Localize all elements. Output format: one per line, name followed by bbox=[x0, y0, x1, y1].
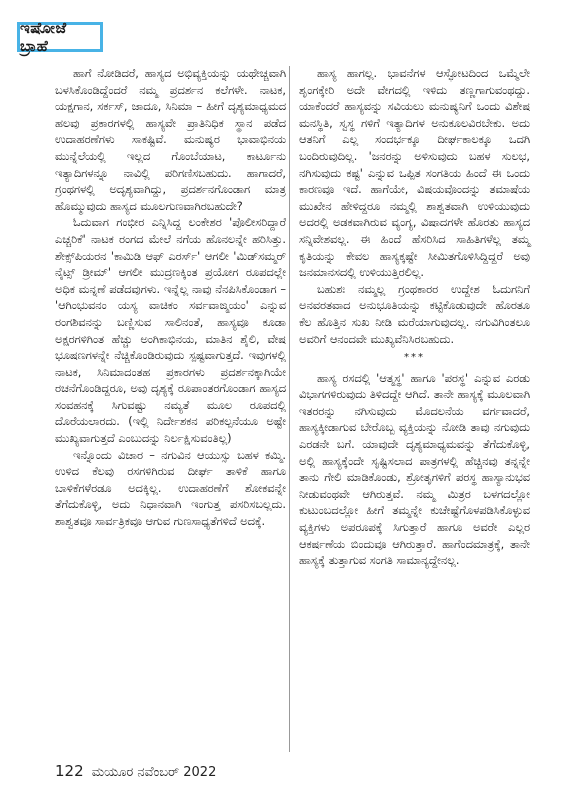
page-number: 122 bbox=[55, 762, 84, 780]
paragraph: ಬಹುಶಃ ನಮ್ಮಲ್ಲ ಗ್ರಂಥಕಾರರ ಉದ್ದೇಶ ಓದುಗನಿಗೆ ಅನವರತವಾದ ಅನುಭೂತಿಯನ್ನು ಕಟ್ಟಿಕೊಡುವುದೇ ಹೊರತೂ ಕೆಲ ಹೊತ್ತಿನ ಸುಖ ನೀಡಿ ಮರೆಯಾಗುವುದಲ್ಲ. ನಗುವಿಗಿಂತಲೂ ಅವರಿಗೆ ಆನಂದವೇ ಮುಖ್ಯವೆನಿಸಿರಬಹುದು. bbox=[299, 282, 530, 346]
column-divider bbox=[289, 66, 290, 752]
paragraph: ಓದುವಾಗ ಗಂಭೀರ ಎನ್ನಿಸಿದ್ದ ಲಂಕೇಶರ 'ಪೊಲೀಸರಿದ್ದಾರೆ ಎಚ್ಚರಿಕೆ' ನಾಟಕ ರಂಗದ ಮೇಲೆ ನಗೆಯ ಹೊನಲನ್ನೇ ಹರಿಸಿತ್ತು. ಶೇಕ್ಸ್‌ಪಿಯರನ 'ಕಾಮಿಡಿ ಆಫ್ ಎರರ್ಸ್' ಆಗಲೀ 'ಮಿಡ್‌ಸಮ್ಮರ್ ನೈಟ್ಸ್ ಡ್ರೀಮ್' ಆಗಲೀ ಮುದ್ರಣಕ್ಕಿಂತ ಪ್ರಯೋಗ ರೂಪದಲ್ಲೇ ಅಧಿಕ ಮನ್ನಣೆ ಪಡೆದವುಗಳು. ಇನ್ನೆಲ್ಲ ನಾವು ನೆನಪಿಸಿಕೊಂಡಾಗ – 'ಆಗಿಂಭುವನಂ ಯಸ್ಯ ವಾಚಿಕಂ ಸರ್ವವಾಙ್ಮಯಂ' ಎನ್ನುವ ರಂಗಶಿವನನ್ನು ಬಣ್ಣಿಸುವ ಸಾಲಿನಂತೆ, ಹಾಸ್ಯವೂ ಕೂಡಾ ಅಕ್ಷರಗಳಿಗಿಂತ ಹೆಚ್ಚು ಅಂಗಿಕಾಭಿನಯ, ಮಾತಿನ ಶೈಲಿ, ವೇಷ ಭೂಷಣಗಳನ್ನೇ ನೆಚ್ಚಿಕೊಂಡಿರುವುದು ಸ್ಪಷ್ಟವಾಗುತ್ತದೆ. ಇವುಗಳಲ್ಲಿ ನಾಟಕ, ಸಿನಿಮಾದಂತಹ ಪ್ರಕಾರಗಳು ಪ್ರದರ್ಶನಕ್ಕಾಗಿಯೇ ರಚನೆಗೊಂಡಿದ್ದರೂ, ಅವು ದೃಶ್ಯಕ್ಕೆ ರೂಪಾಂತರಗೊಂಡಾಗ ಹಾಸ್ಯದ ಸಂವಹನಕ್ಕೆ ಸಿಗುವಷ್ಟು ನಮ್ಯತೆ ಮೂಲ ರೂಪದಲ್ಲಿ ದೊರೆಯಲಾರದು. (ಇಲ್ಲಿ ನಿರ್ದೇಶಕನ ಪರಿಕಲ್ಪನೆಯೂ ಅಷ್ಟೇ ಮುಖ್ಯವಾಗುತ್ತದೆ ಎಂಬುದನ್ನು ನಿರ್ಲಕ್ಷಿಸುವಂತಿಲ್ಲ) bbox=[55, 216, 286, 446]
issue-date: ನವೆಂಬರ್ 2022 bbox=[137, 765, 217, 780]
section-break: *** bbox=[404, 352, 425, 364]
paragraph: ಇನ್ನೊಂದು ವಿಚಾರ – ನಗುವಿನ ಆಯುಸ್ಸು ಬಹಳ ಕಮ್ಮಿ. ಉಳಿದ ಕೆಲವು ರಸಗಳಿಗಿರುವ ದೀರ್ಘ ತಾಳಿಕೆ ಹಾಗೂ ಬಾಳಿಕೆಗಳೆರಡೂ ಅದಕ್ಕಿಲ್ಲ. ಉದಾಹರಣೆಗೆ ಶೋಕವನ್ನೇ ತೆಗೆದುಕೊಳ್ಳಿ, ಅದು ನಿಧಾನವಾಗಿ ಇಂಗುತ್ತ ಪಸರಿಸಬಲ್ಲದು. ಶಾಶ್ವತವೂ ಸಾರ್ವತ್ರಿಕವೂ ಆಗುವ ಗುಣಸಾಧ್ಯತೆಗಳಿದೆ ಅದಕ್ಕೆ. bbox=[55, 448, 286, 529]
paragraph: ಹಾಸ್ಯ ರಸದಲ್ಲಿ 'ಆತ್ಮಸ್ಥ' ಹಾಗೂ 'ಪರಸ್ಥ' ಎನ್ನುವ ಎರಡು ವಿಭಾಗಗಳಿರುವುದು ತಿಳಿದದ್ದೇ ಆಗಿದೆ. ತಾನೇ ಹಾಸ್ಯಕ್ಕೆ ಮೂಲವಾಗಿ ಇತರರನ್ನು ನಗಿಸುವುದು ಮೊದಲನೆಯ ವರ್ಗವಾದರೆ, ಹಾಸ್ಯಕ್ಕೀಡಾಗುವ ಬೇರೊಬ್ಬ ವ್ಯಕ್ತಿಯನ್ನು ನೋಡಿ ತಾವು ನಗುವುದು ಎರಡನೇ ಬಗೆ. ಯಾವುದೇ ದೃಶ್ಯಮಾಧ್ಯಮವನ್ನು ತೆಗೆದುಕೊಳ್ಳಿ, ಅಲ್ಲಿ ಹಾಸ್ಯಕ್ಕೆಂದೇ ಸೃಷ್ಟಿಸಲಾದ ಪಾತ್ರಗಳಲ್ಲಿ ಹೆಚ್ಚಿನವು ತನ್ನನ್ನೇ ತಾನು ಗೇಲಿ ಮಾಡಿಕೊಂಡು, ಶ್ರೋತೃಗಳಿಗೆ ಪರಸ್ಥ ಹಾಸ್ಯಾನುಭವ ನೀಡುವಂಥವೇ ಆಗಿರುತ್ತವೆ. ನಮ್ಮ ಮಿತ್ರರ ಬಳಗದಲ್ಲೋ ಕುಟುಂಬದಲ್ಲೋ ಹೀಗೆ ತಮ್ಮನ್ನೇ ಕುಚೇಷ್ಟೆಗೊಳಪಡಿಸಿಕೊಳ್ಳುವ ವ್ಯಕ್ತಿಗಳು ಅಪರೂಪಕ್ಕೆ ಸಿಗುತ್ತಾರೆ ಹಾಗೂ ಅವರೇ ಎಲ್ಲರ ಆಕರ್ಷಣೆಯ ಬಿಂದುವೂ ಆಗಿರುತ್ತಾರೆ. ಹಾಗೆಂದಮಾತ್ರಕ್ಕೆ, ತಾನೇ ಹಾಸ್ಯಕ್ಕೆ ತುತ್ತಾಗುವ ಸಂಗತಿ ಸಾಮಾನ್ಯದ್ದೇನಲ್ಲ. bbox=[299, 371, 530, 568]
paragraph: ಹಾಗೆ ನೋಡಿದರೆ, ಹಾಸ್ಯದ ಅಭಿವ್ಯಕ್ತಿಯನ್ನು ಯಥೇಚ್ಚವಾಗಿ ಬಳಸಿಕೊಂಡಿದ್ದೆಂದರೆ ನಮ್ಮ ಪ್ರದರ್ಶನ ಕಲೆಗಳೇ. ನಾಟಕ, ಯಕ್ಷಗಾನ, ಸರ್ಕಸ್, ಜಾದೂ, ಸಿನಿಮಾ – ಹೀಗೆ ದೃಶ್ಯಮಾಧ್ಯಮದ ಹಲವು ಪ್ರಕಾರಗಳಲ್ಲಿ ಹಾಸ್ಯವೇ ಪ್ರಾತಿನಿಧಿಕ ಸ್ಥಾನ ಪಡೆದ ಉದಾಹರಣೆಗಳು ಸಾಕಷ್ಟಿವೆ. ಮನುಷ್ಯರ ಭಾವಾಭಿನಯ ಮುನ್ನೆಲೆಯಲ್ಲಿ ಇಲ್ಲದ ಗೊಂಬೆಯಾಟ, ಕಾರ್ಟೂನು ಇತ್ಯಾದಿಗಳನ್ನೂ ನಾವಿಲ್ಲಿ ಪರಿಗಣಿಸಬಹುದು. ಹಾಗಾದರೆ, ಗ್ರಂಥಗಳಲ್ಲಿ ಅದೃಶ್ಯವಾಗಿದ್ದು, ಪ್ರದರ್ಶನಗೊಂಡಾಗ ಮಾತ್ರ ಹೊಮ್ಮುವುದು ಹಾಸ್ಯದ ಮೂಲಗುಣವಾಗಿರಬಹುದೇ? bbox=[55, 67, 286, 213]
right-column bbox=[299, 66, 530, 570]
page-footer bbox=[55, 762, 216, 780]
magazine-name: ಮಯೂರ bbox=[91, 765, 134, 780]
section-title: ಇಷೋಜೆ ಬ್ರಾಹೆ bbox=[20, 19, 67, 55]
left-column bbox=[55, 66, 286, 531]
paragraph: ಹಾಸ್ಯ ಹಾಗಲ್ಲ. ಭಾವನೆಗಳ ಆಸ್ಫೋಟದಿಂದ ಒಮ್ಮೆಲೇ ಶೃಂಗಕ್ಕೇರಿ ಅದೇ ವೇಗದಲ್ಲಿ ಇಳಿದು ತಣ್ಣಗಾಗುವಂಥದ್ದು. ಯಾಕೆಂದರೆ ಹಾಸ್ಯವನ್ನು ಸವಿಯಲು ಮನುಷ್ಯನಿಗೆ ಒಂದು ವಿಶೇಷ ಮನಸ್ಥಿತಿ, ಸ್ವಸ್ಥ ಗಳಿಗೆ ಇತ್ಯಾದಿಗಳ ಅನುಕೂಲವಿರಬೇಕು. ಅದು ಆತನಿಗೆ ಎಲ್ಲ ಸಂದರ್ಭಕ್ಕೂ ದೀರ್ಘಕಾಲಕ್ಕೂ ಒದಗಿ ಬಂದಿರುವುದಿಲ್ಲ. 'ಜನರನ್ನು ಅಳಿಸುವುದು ಬಹಳ ಸುಲಭ, ನಗಿಸುವುದು ಕಷ್ಟ' ಎನ್ನುವ ಒಪ್ಪಿತ ಸಂಗತಿಯ ಹಿಂದೆ ಈ ಒಂದು ಕಾರಣವೂ ಇದೆ. ಹಾಗೆಯೇ, ವಿಷಯವೊಂದನ್ನು ತಮಾಷೆಯ ಮುಖೇನ ಹೇಳಿದ್ದರೂ ನಮ್ಮಲ್ಲಿ ಶಾಶ್ವತವಾಗಿ ಉಳಿಯುವುದು ಅದರಲ್ಲಿ ಅಡಕವಾಗಿರುವ ವ್ಯಂಗ್ಯ, ವಿಷಾದಗಳೇ ಹೊರತು ಹಾಸ್ಯದ ಸನ್ನಿವೇಶವಲ್ಲ. ಈ ಹಿಂದೆ ಹೆಸರಿಸಿದ ಸಾಹಿತಿಗಳೆಲ್ಲ ತಮ್ಮ ಕೃತಿಯನ್ನು ಕೇವಲ ಹಾಸ್ಯಕ್ಕಷ್ಟೇ ಸೀಮಿತಗೊಳಿಸಿದ್ದಿದ್ದರೆ ಅವು ಜನಮಾನಸದಲ್ಲಿ ಉಳಿಯುತ್ತಿರಲಿಲ್ಲ. bbox=[299, 67, 530, 280]
section-logo bbox=[17, 19, 103, 55]
